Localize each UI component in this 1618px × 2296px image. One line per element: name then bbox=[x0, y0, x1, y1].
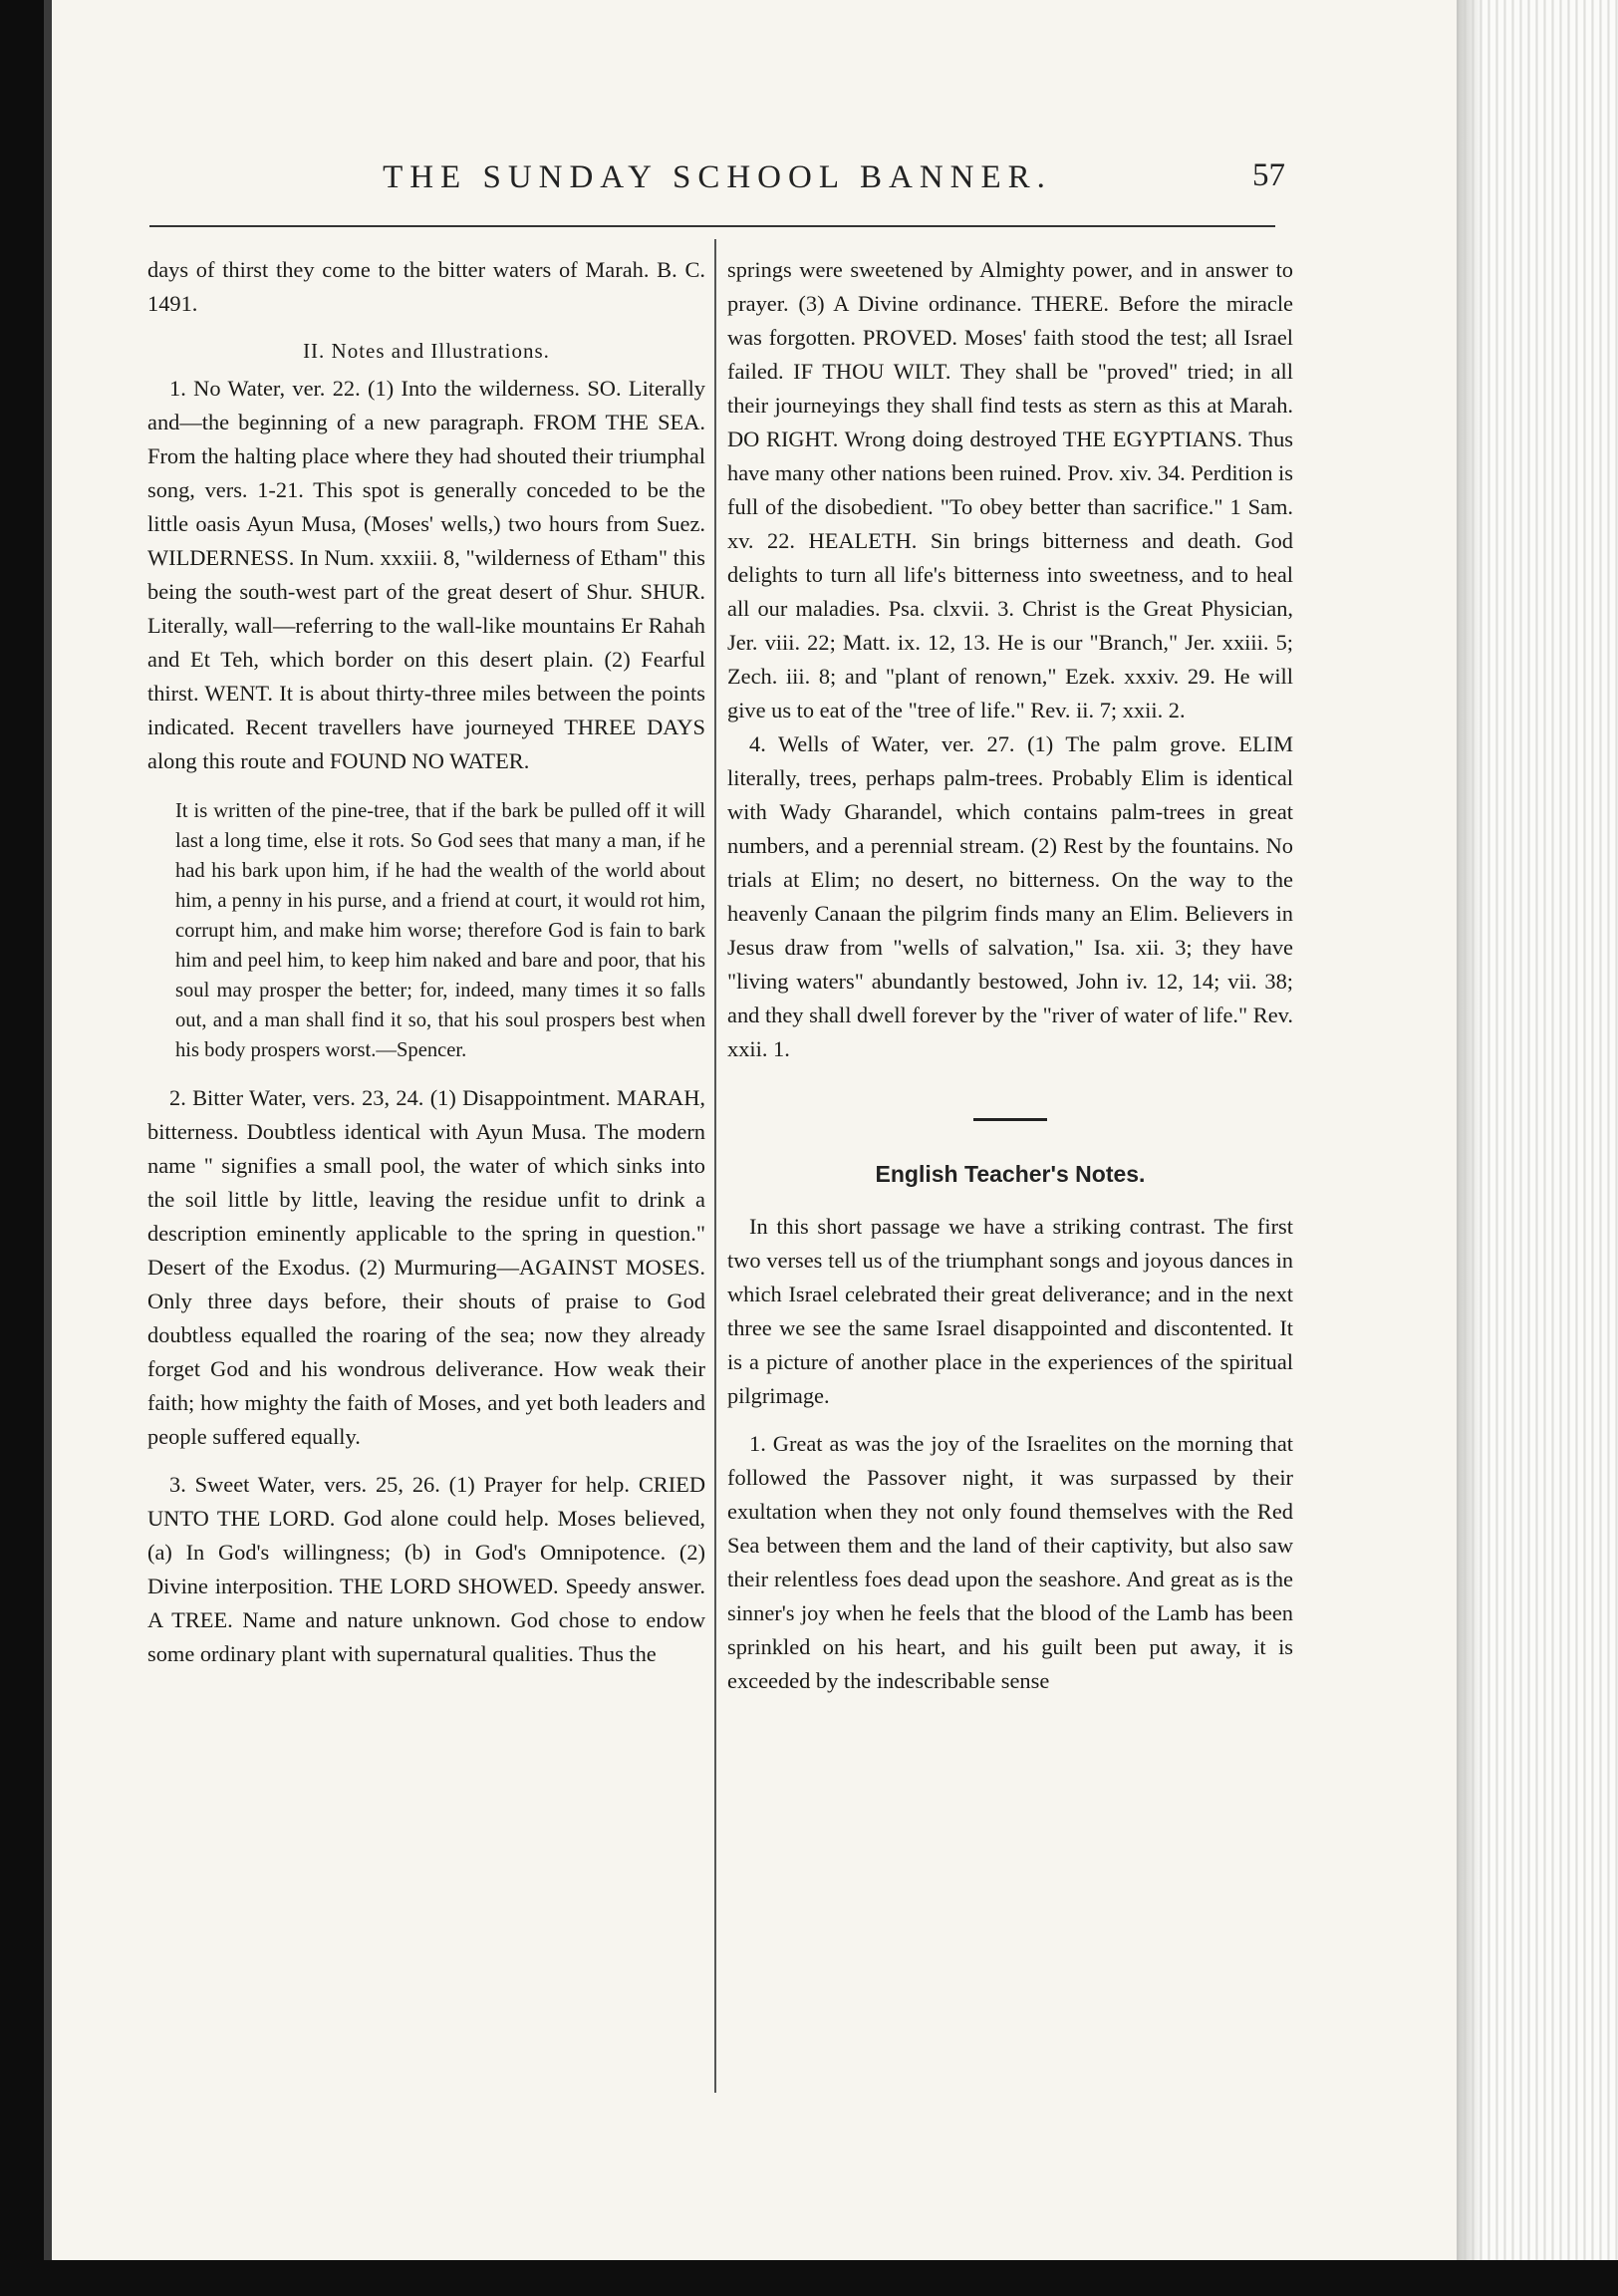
column-divider bbox=[714, 239, 716, 2093]
right-column bbox=[727, 253, 1293, 2117]
teachers-notes-intro: In this short passage we have a striking contrast. The first two verses tell us of the triumphant songs and joyous dances in which Israel celebrated their great deliverance; and in the next three we see the same Israel disappointed and discontented. It is a picture of another place in the experiences of the spiritual pilgrimage. bbox=[727, 1214, 1293, 1408]
running-title: THE SUNDAY SCHOOL BANNER. bbox=[383, 159, 1052, 195]
scan-border-bottom bbox=[0, 2260, 1618, 2296]
bitter-water-paragraph: 2. Bitter Water, vers. 23, 24. (1) Disappointment. MARAH, bitterness. Doubtless identical with Ayun Musa. The modern name " signifies a small pool, the water of which sinks into the soil little by little, leaving the residue unfit to drink a description eminently applicable to the spring in question." Desert of the Exodus. (2) Murmuring—AGAINST MOSES. Only three days before, their shouts of praise to God doubtless equalled the roaring of the sea; now they already forget God and his wondrous deliverance. How weak their faith; how mighty the faith of Moses, and yet both leaders and people suffered equally. bbox=[147, 1085, 705, 1449]
page-number: 57 bbox=[1252, 157, 1285, 193]
no-water-paragraph: 1. No Water, ver. 22. (1) Into the wilderness. SO. Literally and—the beginning of a new paragraph. FROM THE SEA. From the halting place where they had shouted their triumphal song, vers. 1-21. This spot is generally conceded to be the little oasis Ayun Musa, (Moses' wells,) two hours from Suez. WILDERNESS. In Num. xxxiii. 8, "wilderness of Etham" this being the south-west part of the great desert of Shur. SHUR. Literally, wall—referring to the wall-like mountains Er Rahah and Et Teh, which border on this desert plain. (2) Fearful thirst. WENT. It is about thirty-three miles between the points indicated. Recent travellers have journeyed THREE DAYS along this route and FOUND NO WATER. bbox=[147, 376, 705, 773]
teachers-notes-point-1: 1. Great as was the joy of the Israelites on the morning that followed the Passover night, it was surpassed by their exultation when they not only found themselves with the Red Sea between them and the land of their captivity, but also saw their relentless foes dead upon the seashore. And great as is the sinner's joy when he feels that the blood of the Lamb has been sprinkled on his heart, and his guilt been put away, it is exceeded by the indescribable sense bbox=[727, 1431, 1293, 1693]
wells-of-water-paragraph: 4. Wells of Water, ver. 27. (1) The palm grove. ELIM literally, trees, perhaps palm-trees. Probably Elim is identical with Wady Gharandel, which contains palm-trees in great numbers, and a perennial stream. (2) Rest by the fountains. No trials at Elim; no desert, no bitterness. On the way to the heavenly Canaan the pilgrim finds many an Elim. Believers in Jesus draw from "wells of salvation," Isa. xii. 3; they have "living waters" abundantly bestowed, John iv. 12, 14; vii. 38; and they shall dwell forever by the "river of water of life." Rev. xxii. 1. bbox=[727, 731, 1293, 1061]
section-separator-rule bbox=[973, 1118, 1047, 1121]
continued-paragraph: springs were sweetened by Almighty power, and in answer to prayer. (3) A Divine ordinance. THERE. Before the miracle was forgotten. PROVED. Moses' faith stood the test; all Israel failed. IF THOU WILT. They shall be "proved" tried; in all their journeyings they shall find tests as stern as this at Marah. DO RIGHT. Wrong doing destroyed THE EGYPTIANS. Thus have many other nations been ruined. Prov. xiv. 34. Perdition is full of the disobedient. "To obey better than sacrifice." 1 Sam. xv. 22. HEALETH. Sin brings bitterness and death. God delights to turn all life's bitterness into sweetness, and to heal all our maladies. Psa. clxvii. 3. Christ is the Great Physician, Jer. viii. 22; Matt. ix. 12, 13. He is our "Branch," Jer. xxiii. 5; Zech. iii. 8; and "plant of renown," Ezek. xxxiv. 29. He will give us to eat of the "tree of life." Rev. ii. 7; xxii. 2. bbox=[727, 257, 1293, 722]
left-column bbox=[147, 253, 705, 2117]
sweet-water-paragraph: 3. Sweet Water, vers. 25, 26. (1) Prayer for help. CRIED UNTO THE LORD. God alone could help. Moses believed, (a) In God's willingness; (b) in God's Omnipotence. (2) Divine interposition. THE LORD SHOWED. Speedy answer. A TREE. Name and nature unknown. God chose to endow some ordinary plant with supernatural qualities. Thus the bbox=[147, 1472, 705, 1666]
page-header bbox=[149, 151, 1285, 205]
page-edges-right bbox=[1457, 0, 1618, 2260]
section-heading: II. Notes and Illustrations. bbox=[303, 339, 550, 363]
spencer-quote: It is written of the pine-tree, that if the bark be pulled off it will last a long time, else it rots. So God sees that many a man, if he had his bark upon him, if he had the wealth of the world about him, a penny in his purse, and a friend at court, it would rot him, corrupt him, and make him worse; therefore God is fain to bark him and peel him, to keep him naked and bare and poor, that his soul may prosper the better; for, indeed, many times it so falls out, and a man shall find it so, that his soul prospers best when his body prospers worst.—Spencer. bbox=[175, 800, 705, 1061]
intro-paragraph: days of thirst they come to the bitter waters of Marah. B. C. 1491. bbox=[147, 257, 705, 316]
teachers-notes-heading: English Teacher's Notes. bbox=[875, 1161, 1146, 1187]
header-rule bbox=[149, 225, 1275, 227]
book-binding-left bbox=[0, 0, 52, 2296]
